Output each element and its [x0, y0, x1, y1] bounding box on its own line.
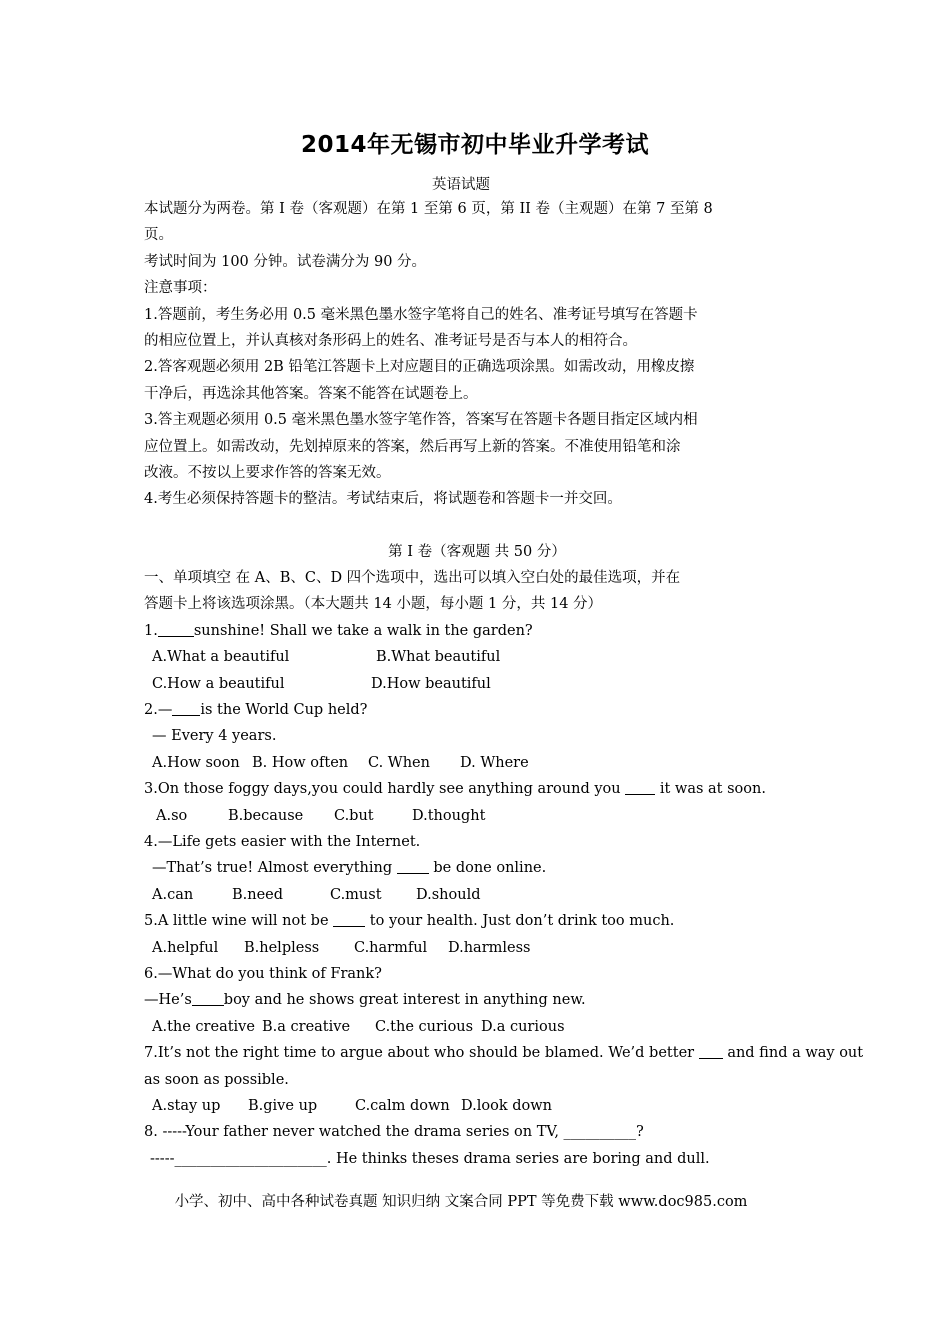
- part-instruction: 一、单项填空 在 A、B、C、D 四个选项中，选出可以填入空白处的最佳选项，并在: [144, 570, 681, 587]
- question-4-options: [144, 882, 810, 908]
- option-c: C.but: [334, 807, 374, 824]
- intro-line: 页。: [144, 227, 173, 244]
- option-b: B.need: [232, 886, 284, 903]
- option-d: D.thought: [412, 807, 486, 824]
- option-d: D. Where: [460, 754, 529, 771]
- time-line: 考试时间为 100 分钟。试卷满分为 90 分。: [144, 253, 427, 270]
- question-8-reply: -----_____________________. He thinks theses drama series are boring and dull.: [150, 1150, 710, 1167]
- answer-blank: [172, 700, 200, 716]
- question-6-options: [144, 1014, 810, 1040]
- question-3: 3.On those foggy days,you could hardly see anything around you it was at soon.: [144, 781, 766, 798]
- question-5-options: [144, 935, 810, 961]
- option-a: A.the creative: [152, 1018, 255, 1035]
- note-1-cont: 的相应位置上，并认真核对条形码上的姓名、准考证号是否与本人的相符合。: [144, 332, 637, 349]
- note-2-cont: 干净后，再选涂其他答案。答案不能答在试题卷上。: [144, 385, 478, 402]
- exam-body: [144, 196, 864, 1172]
- option-c: C.calm down: [355, 1097, 450, 1114]
- option-c: C.the curious: [375, 1018, 474, 1035]
- question-3-options: [144, 803, 810, 829]
- option-a: A.so: [156, 807, 188, 824]
- exam-subtitle: 英语试题: [432, 177, 490, 193]
- option-a: A.How soon: [152, 754, 240, 771]
- exam-title: 2014年无锡市初中毕业升学考试: [300, 132, 649, 158]
- note-1: 1.答题前，考生务必用 0.5 毫米黑色墨水签字笔将自己的姓名、准考证号填写在答题卡: [144, 306, 698, 323]
- answer-blank: [625, 779, 655, 795]
- question-4: 4.—Life gets easier with the Internet.: [144, 833, 421, 850]
- option-c: C. When: [368, 754, 430, 771]
- option-c: C.must: [330, 886, 382, 903]
- option-d: D.should: [416, 886, 481, 903]
- answer-blank: [333, 911, 365, 927]
- question-2-answer: — Every 4 years.: [152, 728, 277, 745]
- note-3-cont: 应位置上。如需改动，先划掉原来的答案，然后再写上新的答案。不准使用铅笔和涂: [144, 438, 681, 455]
- question-2: 2.— is the World Cup held?: [144, 702, 368, 719]
- question-4-reply: —That’s true! Almost everything be done online.: [152, 860, 547, 877]
- question-1: 1. sunshine! Shall we take a walk in the garden?: [144, 622, 533, 639]
- question-5: 5.A little wine will not be to your health. Just don’t drink too much.: [144, 913, 675, 930]
- question-1-options: [144, 671, 810, 697]
- option-a: A.What a beautiful: [152, 649, 290, 666]
- option-b: B.helpless: [244, 939, 320, 956]
- note-2: 2.答客观题必须用 2B 铅笔江答题卡上对应题目的正确选项涂黑。如需改动，用橡皮擦: [144, 359, 695, 376]
- note-3-cont: 改液。不按以上要求作答的答案无效。: [144, 464, 391, 481]
- option-b: B. How often: [252, 754, 349, 771]
- question-6-reply: —He’s boy and he shows great interest in anything new.: [144, 992, 586, 1009]
- option-a: A.stay up: [152, 1097, 221, 1114]
- option-a: A.can: [152, 886, 194, 903]
- option-d: D.harmless: [448, 939, 531, 956]
- option-b: B.because: [228, 807, 304, 824]
- note-3: 3.答主观题必须用 0.5 毫米黑色墨水签字笔作答，答案写在答题卡各题目指定区域内相: [144, 412, 698, 429]
- option-d: D.a curious: [481, 1018, 565, 1035]
- option-c: C.How a beautiful: [152, 675, 285, 692]
- page-footer: 小学、初中、高中各种试卷真题 知识归纳 文案合同 PPT 等免费下载 www.doc985.com: [174, 1194, 748, 1210]
- question-7: 7.It’s not the right time to argue about who should be blamed. We’d better and find a way out: [144, 1045, 864, 1062]
- option-b: B.give up: [248, 1097, 318, 1114]
- option-d: D.How beautiful: [371, 675, 491, 692]
- notes-heading: 注意事项：: [144, 280, 217, 297]
- intro-line: 本试题分为两卷。第 I 卷（客观题）在第 1 至第 6 页，第 II 卷（主观题）在第 7 至第 8: [144, 201, 713, 217]
- question-1-options: [144, 644, 810, 670]
- answer-blank: [158, 621, 194, 637]
- option-d: D.look down: [461, 1097, 552, 1114]
- section-heading: 第 I 卷（客观题 共 50 分）: [388, 543, 566, 560]
- question-7-options: [144, 1093, 810, 1119]
- option-c: C.harmful: [354, 939, 428, 956]
- option-b: B.a creative: [262, 1018, 351, 1035]
- question-7-cont: as soon as possible.: [144, 1071, 289, 1088]
- option-b: B.What beautiful: [376, 649, 501, 666]
- option-a: A.helpful: [152, 939, 219, 956]
- question-8: 8. -----Your father never watched the drama series on TV, __________?: [144, 1124, 644, 1141]
- note-4: 4.考生必须保持答题卡的整洁。考试结束后，将试题卷和答题卡一并交回。: [144, 491, 622, 508]
- answer-blank: [397, 858, 429, 874]
- question-6: 6.—What do you think of Frank?: [144, 965, 382, 982]
- part-instruction-cont: 答题卡上将该选项涂黑。（本大题共 14 小题，每小题 1 分，共 14 分）: [144, 596, 603, 613]
- answer-blank: [192, 990, 224, 1006]
- question-2-options: [144, 750, 810, 776]
- answer-blank: [699, 1043, 723, 1059]
